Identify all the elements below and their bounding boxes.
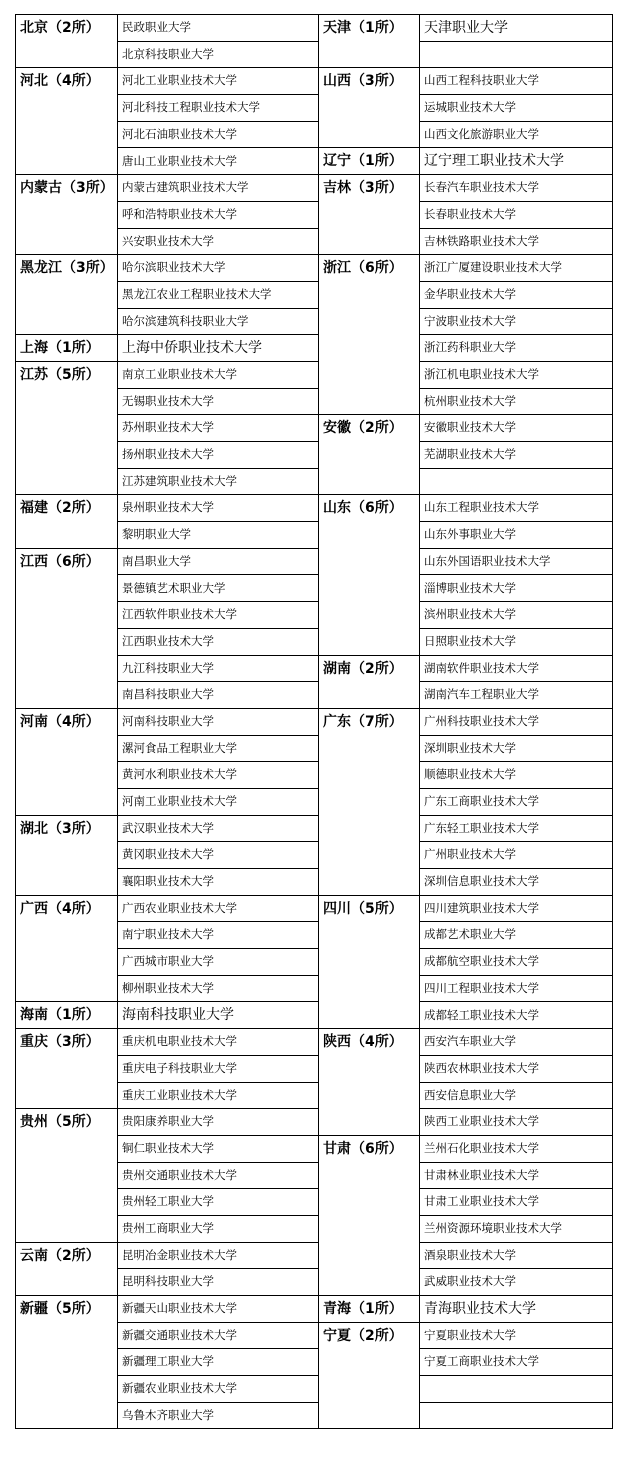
university-cell: 河北工业职业技术大学 xyxy=(118,68,319,95)
university-cell: 西安汽车职业大学 xyxy=(420,1029,613,1056)
university-cell xyxy=(420,1376,613,1403)
university-cell: 安徽职业技术大学 xyxy=(420,415,613,442)
province-cell: 新疆（5所） xyxy=(16,1296,118,1323)
province-cell xyxy=(16,762,118,789)
province-cell xyxy=(319,1269,420,1296)
province-cell xyxy=(16,655,118,682)
university-cell: 河北科技工程职业技术大学 xyxy=(118,95,319,122)
university-cell: 黄冈职业技术大学 xyxy=(118,842,319,869)
province-cell: 广西（4所） xyxy=(16,895,118,922)
table-row xyxy=(16,335,613,362)
university-cell: 襄阳职业技术大学 xyxy=(118,869,319,896)
province-cell: 宁夏（2所） xyxy=(319,1322,420,1349)
province-cell xyxy=(319,335,420,362)
table-row xyxy=(16,308,613,335)
university-cell: 宁波职业技术大学 xyxy=(420,308,613,335)
university-cell: 贵州轻工职业大学 xyxy=(118,1189,319,1216)
province-cell xyxy=(319,1002,420,1029)
university-cell: 深圳信息职业技术大学 xyxy=(420,869,613,896)
university-cell: 柳州职业技术大学 xyxy=(118,975,319,1002)
province-cell xyxy=(16,575,118,602)
province-cell xyxy=(319,682,420,709)
university-cell xyxy=(420,468,613,495)
province-cell xyxy=(319,788,420,815)
province-cell xyxy=(16,148,118,175)
province-cell xyxy=(16,1402,118,1429)
province-cell xyxy=(319,1082,420,1109)
table-row xyxy=(16,388,613,415)
table-row xyxy=(16,522,613,549)
university-cell: 广西城市职业大学 xyxy=(118,949,319,976)
province-cell: 广东（7所） xyxy=(319,708,420,735)
province-cell xyxy=(319,308,420,335)
province-cell xyxy=(319,388,420,415)
table-row xyxy=(16,975,613,1002)
table-row xyxy=(16,95,613,122)
province-cell xyxy=(319,1055,420,1082)
table-row xyxy=(16,1082,613,1109)
university-cell: 呼和浩特职业技术大学 xyxy=(118,201,319,228)
province-cell xyxy=(16,442,118,469)
university-cell: 山西文化旅游职业大学 xyxy=(420,121,613,148)
table-row xyxy=(16,1269,613,1296)
university-cell: 湖南汽车工程职业大学 xyxy=(420,682,613,709)
university-cell: 芜湖职业技术大学 xyxy=(420,442,613,469)
table-row xyxy=(16,602,613,629)
table-row xyxy=(16,121,613,148)
university-cell: 景德镇艺术职业大学 xyxy=(118,575,319,602)
university-cell: 新疆交通职业技术大学 xyxy=(118,1322,319,1349)
province-cell xyxy=(16,1322,118,1349)
province-cell: 河南（4所） xyxy=(16,708,118,735)
university-cell: 哈尔滨建筑科技职业大学 xyxy=(118,308,319,335)
table-row xyxy=(16,361,613,388)
university-cell: 海南科技职业大学 xyxy=(118,1002,319,1029)
province-cell xyxy=(319,1242,420,1269)
province-cell xyxy=(16,1082,118,1109)
province-cell: 江苏（5所） xyxy=(16,361,118,388)
province-cell: 青海（1所） xyxy=(319,1296,420,1323)
province-cell xyxy=(16,1215,118,1242)
table-row xyxy=(16,1029,613,1056)
province-cell: 四川（5所） xyxy=(319,895,420,922)
university-cell: 广州科技职业技术大学 xyxy=(420,708,613,735)
university-cell: 辽宁理工职业技术大学 xyxy=(420,148,613,175)
province-cell xyxy=(16,628,118,655)
province-cell: 甘肃（6所） xyxy=(319,1135,420,1162)
university-cell: 江苏建筑职业技术大学 xyxy=(118,468,319,495)
table-row xyxy=(16,1135,613,1162)
table-row xyxy=(16,468,613,495)
university-table xyxy=(15,14,613,1429)
table-row xyxy=(16,1002,613,1029)
table-row xyxy=(16,735,613,762)
province-cell: 黑龙江（3所） xyxy=(16,255,118,282)
province-cell xyxy=(319,602,420,629)
province-cell xyxy=(16,1349,118,1376)
province-cell xyxy=(16,415,118,442)
province-cell xyxy=(16,1189,118,1216)
table-row xyxy=(16,1402,613,1429)
university-cell: 漯河食品工程职业大学 xyxy=(118,735,319,762)
province-cell xyxy=(16,522,118,549)
university-cell: 河南科技职业大学 xyxy=(118,708,319,735)
university-cell: 南京工业职业技术大学 xyxy=(118,361,319,388)
university-cell: 宁夏工商职业技术大学 xyxy=(420,1349,613,1376)
university-cell: 吉林铁路职业技术大学 xyxy=(420,228,613,255)
table-row xyxy=(16,655,613,682)
university-cell: 重庆工业职业技术大学 xyxy=(118,1082,319,1109)
university-cell: 山西工程科技职业大学 xyxy=(420,68,613,95)
university-cell: 甘肃林业职业技术大学 xyxy=(420,1162,613,1189)
table-row xyxy=(16,949,613,976)
university-cell xyxy=(420,1402,613,1429)
university-cell: 陕西农林职业技术大学 xyxy=(420,1055,613,1082)
province-cell: 内蒙古（3所） xyxy=(16,175,118,202)
university-cell: 青海职业技术大学 xyxy=(420,1296,613,1323)
university-cell: 贵阳康养职业大学 xyxy=(118,1109,319,1136)
province-cell xyxy=(16,1269,118,1296)
table-row xyxy=(16,895,613,922)
province-cell xyxy=(16,869,118,896)
province-cell xyxy=(16,281,118,308)
university-cell: 陕西工业职业技术大学 xyxy=(420,1109,613,1136)
university-cell: 黄河水利职业技术大学 xyxy=(118,762,319,789)
university-cell: 四川建筑职业技术大学 xyxy=(420,895,613,922)
university-cell: 山东工程职业技术大学 xyxy=(420,495,613,522)
university-cell: 广东工商职业技术大学 xyxy=(420,788,613,815)
province-cell xyxy=(319,41,420,68)
table-row xyxy=(16,1055,613,1082)
table-row xyxy=(16,68,613,95)
province-cell: 辽宁（1所） xyxy=(319,148,420,175)
province-cell xyxy=(319,442,420,469)
province-cell xyxy=(16,735,118,762)
table-row xyxy=(16,201,613,228)
province-cell xyxy=(16,949,118,976)
province-cell xyxy=(319,1162,420,1189)
table-row xyxy=(16,1349,613,1376)
province-cell: 陕西（4所） xyxy=(319,1029,420,1056)
province-cell xyxy=(16,1162,118,1189)
table-row xyxy=(16,628,613,655)
table-row xyxy=(16,922,613,949)
province-cell xyxy=(16,308,118,335)
university-cell: 杭州职业技术大学 xyxy=(420,388,613,415)
table-row xyxy=(16,415,613,442)
university-cell: 河南工业职业技术大学 xyxy=(118,788,319,815)
university-cell: 昆明冶金职业技术大学 xyxy=(118,1242,319,1269)
province-cell xyxy=(319,1189,420,1216)
province-cell: 江西（6所） xyxy=(16,548,118,575)
university-cell: 广西农业职业技术大学 xyxy=(118,895,319,922)
table-row xyxy=(16,682,613,709)
university-cell: 江西职业技术大学 xyxy=(118,628,319,655)
province-cell: 贵州（5所） xyxy=(16,1109,118,1136)
table-row xyxy=(16,815,613,842)
university-cell: 哈尔滨职业技术大学 xyxy=(118,255,319,282)
university-cell: 成都航空职业技术大学 xyxy=(420,949,613,976)
table-row xyxy=(16,575,613,602)
province-cell xyxy=(16,842,118,869)
university-cell: 甘肃工业职业技术大学 xyxy=(420,1189,613,1216)
university-cell: 金华职业技术大学 xyxy=(420,281,613,308)
university-cell: 四川工程职业技术大学 xyxy=(420,975,613,1002)
province-cell xyxy=(319,95,420,122)
province-cell xyxy=(319,1215,420,1242)
province-cell: 福建（2所） xyxy=(16,495,118,522)
university-cell: 南宁职业技术大学 xyxy=(118,922,319,949)
university-cell: 广州职业技术大学 xyxy=(420,842,613,869)
province-cell: 湖南（2所） xyxy=(319,655,420,682)
province-cell: 浙江（6所） xyxy=(319,255,420,282)
province-cell xyxy=(16,602,118,629)
province-cell xyxy=(319,468,420,495)
table-body xyxy=(16,15,613,1429)
university-cell: 滨州职业技术大学 xyxy=(420,602,613,629)
university-cell: 山东外国语职业技术大学 xyxy=(420,548,613,575)
university-cell: 新疆理工职业大学 xyxy=(118,1349,319,1376)
table-row xyxy=(16,842,613,869)
province-cell xyxy=(16,1055,118,1082)
university-cell: 宁夏职业技术大学 xyxy=(420,1322,613,1349)
province-cell xyxy=(16,1376,118,1403)
province-cell: 云南（2所） xyxy=(16,1242,118,1269)
province-cell xyxy=(16,468,118,495)
province-cell xyxy=(319,1376,420,1403)
university-cell: 兴安职业技术大学 xyxy=(118,228,319,255)
university-cell: 湖南软件职业技术大学 xyxy=(420,655,613,682)
province-cell xyxy=(319,628,420,655)
table-row xyxy=(16,442,613,469)
university-cell: 黑龙江农业工程职业技术大学 xyxy=(118,281,319,308)
university-cell: 北京科技职业大学 xyxy=(118,41,319,68)
province-cell xyxy=(319,762,420,789)
province-cell xyxy=(319,121,420,148)
province-cell xyxy=(319,1109,420,1136)
university-cell: 民政职业大学 xyxy=(118,15,319,42)
university-cell: 运城职业技术大学 xyxy=(420,95,613,122)
table-row xyxy=(16,281,613,308)
university-cell: 扬州职业技术大学 xyxy=(118,442,319,469)
university-cell: 昆明科技职业大学 xyxy=(118,1269,319,1296)
university-cell: 成都轻工职业技术大学 xyxy=(420,1002,613,1029)
province-cell xyxy=(16,121,118,148)
university-cell: 重庆机电职业技术大学 xyxy=(118,1029,319,1056)
province-cell: 山西（3所） xyxy=(319,68,420,95)
university-cell: 贵州交通职业技术大学 xyxy=(118,1162,319,1189)
university-cell: 成都艺术职业大学 xyxy=(420,922,613,949)
province-cell xyxy=(16,975,118,1002)
province-cell: 安徽（2所） xyxy=(319,415,420,442)
table-row xyxy=(16,762,613,789)
province-cell xyxy=(319,815,420,842)
table-row xyxy=(16,1322,613,1349)
university-cell: 重庆电子科技职业大学 xyxy=(118,1055,319,1082)
table-row xyxy=(16,708,613,735)
table-row xyxy=(16,548,613,575)
table-row xyxy=(16,175,613,202)
university-cell: 黎明职业大学 xyxy=(118,522,319,549)
province-cell xyxy=(319,361,420,388)
university-cell: 上海中侨职业技术大学 xyxy=(118,335,319,362)
university-cell: 河北石油职业技术大学 xyxy=(118,121,319,148)
province-cell xyxy=(16,788,118,815)
university-cell: 日照职业技术大学 xyxy=(420,628,613,655)
university-cell: 贵州工商职业大学 xyxy=(118,1215,319,1242)
university-cell: 长春汽车职业技术大学 xyxy=(420,175,613,202)
university-cell xyxy=(420,41,613,68)
university-cell: 天津职业大学 xyxy=(420,15,613,42)
university-cell: 南昌科技职业大学 xyxy=(118,682,319,709)
table-row xyxy=(16,255,613,282)
province-cell xyxy=(319,281,420,308)
table-row xyxy=(16,1242,613,1269)
university-cell: 新疆农业职业技术大学 xyxy=(118,1376,319,1403)
university-cell: 顺德职业技术大学 xyxy=(420,762,613,789)
province-cell: 河北（4所） xyxy=(16,68,118,95)
university-cell: 泉州职业技术大学 xyxy=(118,495,319,522)
table-row xyxy=(16,495,613,522)
province-cell xyxy=(319,922,420,949)
university-cell: 兰州石化职业技术大学 xyxy=(420,1135,613,1162)
province-cell xyxy=(319,548,420,575)
university-cell: 酒泉职业技术大学 xyxy=(420,1242,613,1269)
province-cell: 海南（1所） xyxy=(16,1002,118,1029)
province-cell xyxy=(16,41,118,68)
province-cell: 重庆（3所） xyxy=(16,1029,118,1056)
province-cell: 湖北（3所） xyxy=(16,815,118,842)
university-cell: 武威职业技术大学 xyxy=(420,1269,613,1296)
table-row xyxy=(16,869,613,896)
university-cell: 内蒙古建筑职业技术大学 xyxy=(118,175,319,202)
table-row xyxy=(16,1215,613,1242)
table-row xyxy=(16,1376,613,1403)
province-cell xyxy=(319,975,420,1002)
table-row xyxy=(16,1296,613,1323)
university-cell: 山东外事职业大学 xyxy=(420,522,613,549)
university-cell: 广东轻工职业技术大学 xyxy=(420,815,613,842)
university-cell: 无锡职业技术大学 xyxy=(118,388,319,415)
province-cell xyxy=(319,201,420,228)
university-cell: 乌鲁木齐职业大学 xyxy=(118,1402,319,1429)
province-cell xyxy=(319,522,420,549)
university-cell: 浙江药科职业大学 xyxy=(420,335,613,362)
province-cell xyxy=(319,869,420,896)
university-cell: 唐山工业职业技术大学 xyxy=(118,148,319,175)
table-row xyxy=(16,788,613,815)
province-cell xyxy=(16,388,118,415)
university-cell: 铜仁职业技术大学 xyxy=(118,1135,319,1162)
university-cell: 西安信息职业大学 xyxy=(420,1082,613,1109)
province-cell xyxy=(319,735,420,762)
province-cell xyxy=(319,1402,420,1429)
table-row xyxy=(16,1109,613,1136)
province-cell: 山东（6所） xyxy=(319,495,420,522)
province-cell xyxy=(16,922,118,949)
university-cell: 江西软件职业技术大学 xyxy=(118,602,319,629)
province-cell xyxy=(319,842,420,869)
university-cell: 浙江机电职业技术大学 xyxy=(420,361,613,388)
university-cell: 南昌职业大学 xyxy=(118,548,319,575)
province-cell: 上海（1所） xyxy=(16,335,118,362)
university-cell: 深圳职业技术大学 xyxy=(420,735,613,762)
university-cell: 长春职业技术大学 xyxy=(420,201,613,228)
province-cell xyxy=(16,228,118,255)
province-cell xyxy=(319,575,420,602)
province-cell xyxy=(16,201,118,228)
province-cell: 北京（2所） xyxy=(16,15,118,42)
province-cell xyxy=(319,228,420,255)
table-row xyxy=(16,1189,613,1216)
table-row xyxy=(16,228,613,255)
table-row xyxy=(16,148,613,175)
province-cell xyxy=(16,95,118,122)
province-cell xyxy=(319,949,420,976)
university-cell: 新疆天山职业技术大学 xyxy=(118,1296,319,1323)
table-row xyxy=(16,15,613,42)
university-cell: 浙江广厦建设职业技术大学 xyxy=(420,255,613,282)
province-cell xyxy=(16,1135,118,1162)
table-row xyxy=(16,41,613,68)
university-cell: 苏州职业技术大学 xyxy=(118,415,319,442)
province-cell xyxy=(319,1349,420,1376)
province-cell: 天津（1所） xyxy=(319,15,420,42)
university-cell: 武汉职业技术大学 xyxy=(118,815,319,842)
university-cell: 九江科技职业大学 xyxy=(118,655,319,682)
university-cell: 淄博职业技术大学 xyxy=(420,575,613,602)
province-cell: 吉林（3所） xyxy=(319,175,420,202)
table-row xyxy=(16,1162,613,1189)
province-cell xyxy=(16,682,118,709)
university-cell: 兰州资源环境职业技术大学 xyxy=(420,1215,613,1242)
